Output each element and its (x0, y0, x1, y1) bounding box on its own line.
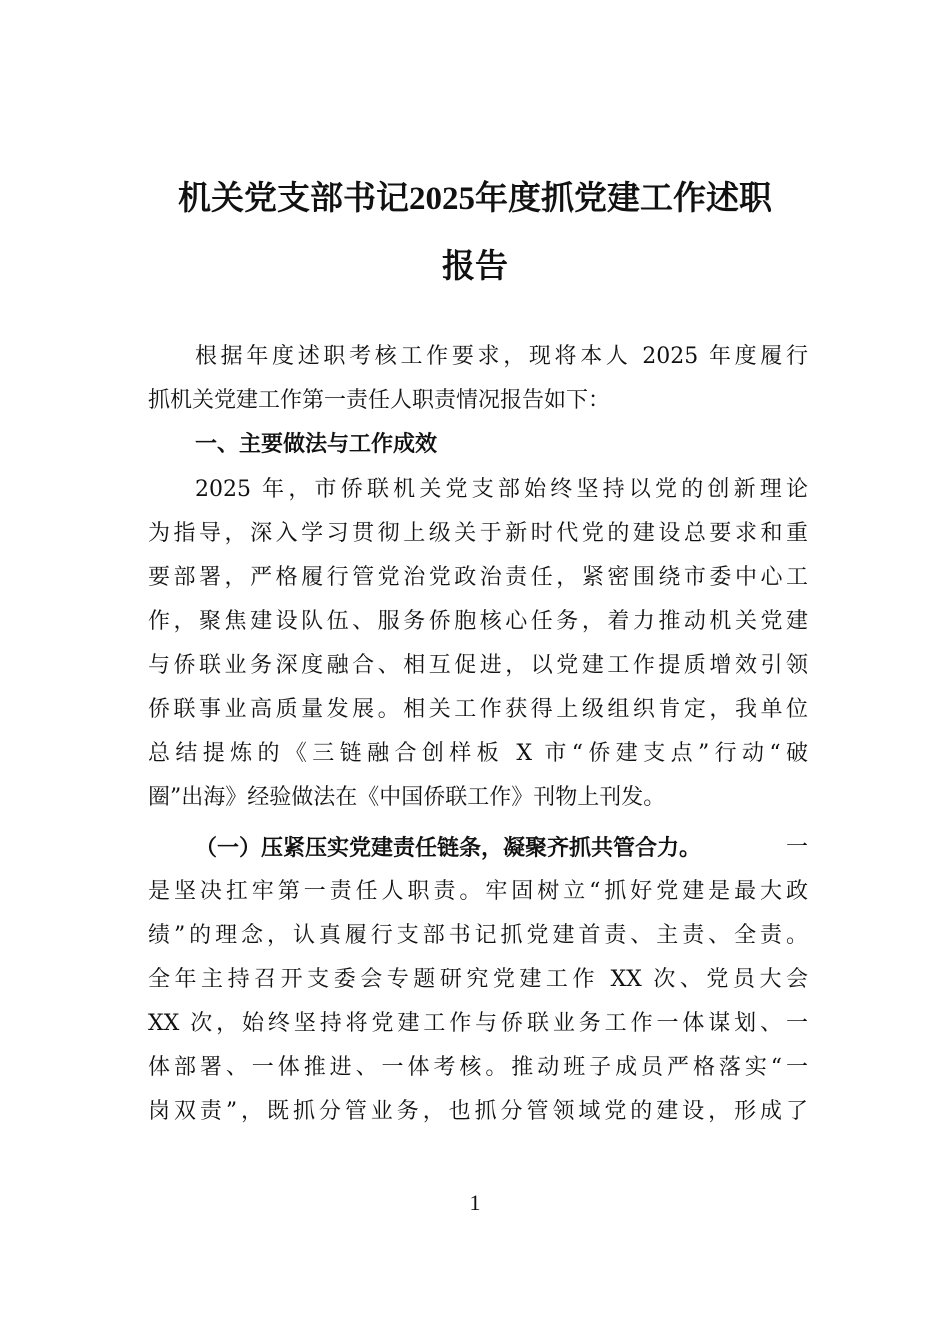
body-text: 一 (785, 835, 808, 860)
body-line: 是坚决扛牢第一责任人职责。牢固树立“抓好党建是最大政 (148, 879, 808, 904)
page-number: 1 (469, 1190, 481, 1215)
body-line: 与侨联业务深度融合、相互促进，以党建工作提质增效引领 (148, 653, 808, 678)
section-heading: 一、主要做法与工作成效 (195, 432, 438, 457)
body-line: 作，聚焦建设队伍、服务侨胞核心任务，着力推动机关党建 (148, 609, 808, 634)
body-line: 为指导，深入学习贯彻上级关于新时代党的建设总要求和重 (148, 521, 808, 546)
body-line: 总结提炼的《三链融合创样板 X 市“侨建支点”行动“破 (148, 741, 808, 766)
body-line: 要部署，严格履行管党治党政治责任，紧密围绕市委中心工 (148, 565, 808, 590)
subsection-heading: （一）压紧压实党建责任链条，凝聚齐抓共管合力。 (195, 835, 702, 861)
subsection-line (195, 833, 808, 863)
body-line: 岗双责”，既抓分管业务，也抓分管领域党的建设，形成了 (148, 1099, 808, 1124)
body-line: 全年主持召开支委会专题研究党建工作 XX 次、党员大会 (148, 967, 808, 992)
document-title-line-2: 报告 (442, 249, 508, 285)
document-title-line-1: 机关党支部书记2025年度抓党建工作述职 (178, 181, 772, 217)
body-line: 2025 年，市侨联机关党支部始终坚持以党的创新理论 (195, 477, 808, 502)
body-line: 体部署、一体推进、一体考核。推动班子成员严格落实“一 (148, 1055, 808, 1080)
body-line: 绩”的理念，认真履行支部书记抓党建首责、主责、全责。 (148, 923, 808, 948)
intro-line: 根据年度述职考核工作要求，现将本人 2025 年度履行 (195, 344, 808, 369)
body-line: 侨联事业高质量发展。相关工作获得上级组织肯定，我单位 (148, 697, 808, 722)
body-line: XX 次，始终坚持将党建工作与侨联业务工作一体谋划、一 (148, 1011, 808, 1036)
body-line: 圈”出海》经验做法在《中国侨联工作》刊物上刊发。 (148, 785, 666, 810)
intro-line: 抓机关党建工作第一责任人职责情况报告如下： (148, 388, 611, 413)
